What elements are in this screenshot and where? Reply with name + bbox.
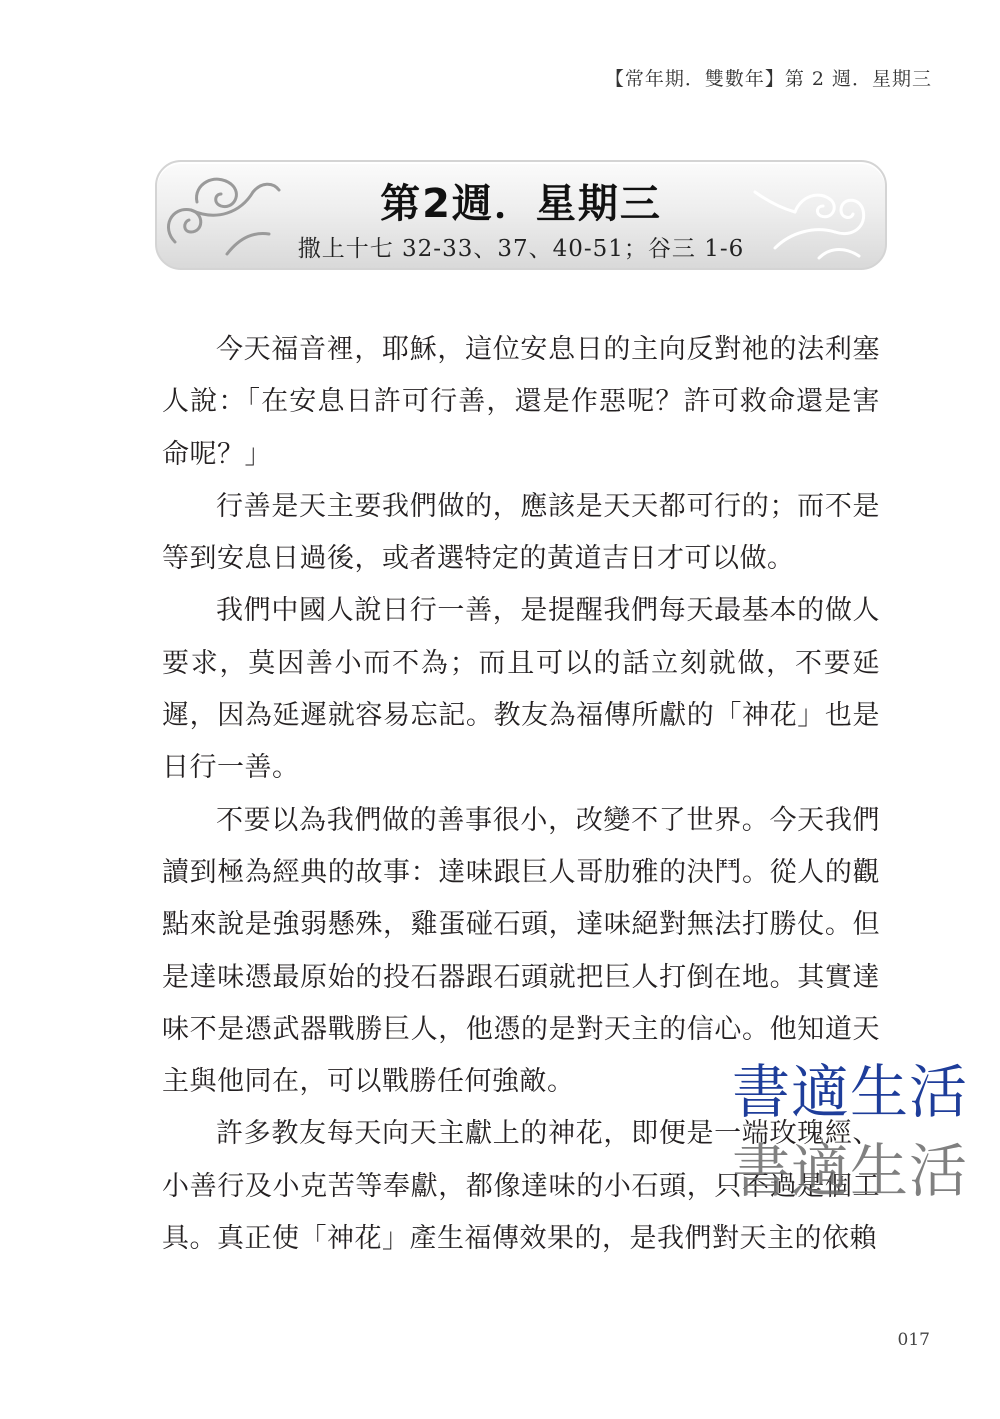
paragraph-5: 許多教友每天向天主獻上的神花，即便是一端玫瑰經、小善行及小克苦等奉獻，都像達味的小石頭，只不過是個工具。真正使「神花」產生福傳效果的，是我們對天主的依賴 — [162, 1118, 880, 1255]
paragraph-4: 不要以為我們做的善事很小，改變不了世界。今天我們讀到極為經典的故事：達味跟巨人哥肋雅的決鬥。從人的觀點來說是強弱懸殊，雞蛋碰石頭，達味絕對無法打勝仗。但是達味憑最原始的投石器跟石頭就把巨人打倒在地。其實達味不是憑武器戰勝巨人，他憑的是對天主的信心。他知道天主與他同在，可以戰勝任何強敵。 — [162, 804, 880, 1098]
paragraph-2: 行善是天主要我們做的，應該是天天都可行的；而不是等到安息日過後，或者選特定的黃道吉日才可以做。 — [162, 490, 880, 575]
paragraph-1: 今天福音裡，耶穌，這位安息日的主向反對祂的法利塞人說：「在安息日許可行善，還是作惡呢？許可救命還是害命呢？」 — [162, 334, 880, 470]
watermark-primary: 書適生活 — [732, 1058, 969, 1126]
chapter-title: 第2週．星期三 — [380, 181, 662, 227]
title-banner — [155, 160, 887, 270]
paragraph-3: 我們中國人說日行一善，是提醒我們每天最基本的做人要求，莫因善小而不為；而且可以的話立刻就做，不要延遲，因為延遲就容易忘記。教友為福傳所獻的「神花」也是日行一善。 — [162, 595, 880, 784]
scripture-reading: 撒上十七 32-33、37、40-51；谷三 1-6 — [297, 236, 745, 262]
page-number: 017 — [897, 1330, 930, 1350]
watermark-secondary: 書適生活 — [732, 1137, 969, 1205]
running-header: 【常年期．雙數年】第 2 週．星期三 — [604, 68, 932, 90]
